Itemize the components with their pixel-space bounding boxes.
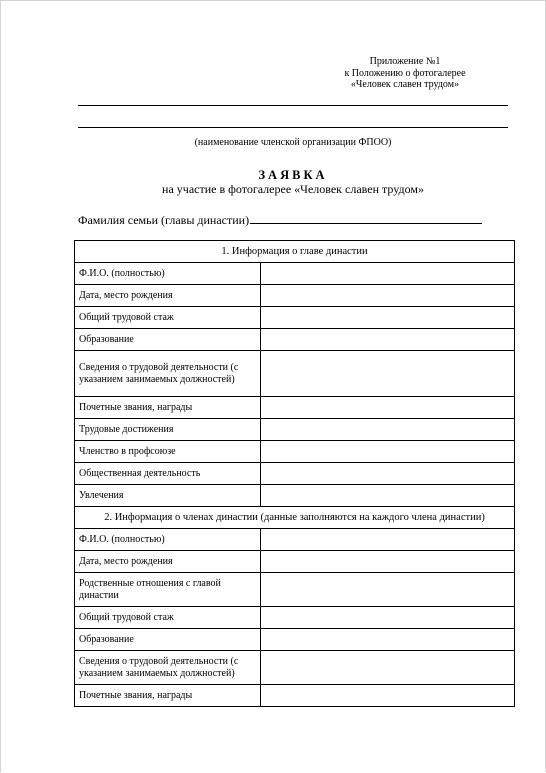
row-label: Дата, место рождения: [75, 551, 261, 573]
value-cell: [261, 551, 515, 573]
section-2-header-row: [75, 507, 515, 529]
family-name-field: [78, 211, 482, 228]
row-label: Увлечения: [75, 485, 261, 507]
row-label: Родственные отношения с главой династии: [75, 573, 261, 607]
row-label: Почетные звания, награды: [75, 397, 261, 419]
row-label: Сведения о трудовой деятельности (с указанием занимаемых должностей): [75, 351, 261, 397]
application-form-table: [74, 240, 515, 707]
table-row: [75, 263, 515, 285]
row-label: Ф.И.О. (полностью): [75, 263, 261, 285]
value-cell: [261, 351, 515, 397]
value-cell: [261, 329, 515, 351]
value-cell: [261, 573, 515, 607]
org-caption: (наименование членской организации ФПОО): [194, 137, 392, 148]
table-row: [75, 329, 515, 351]
value-cell: [261, 463, 515, 485]
section-2-heading: 2. Информация о членах династии (данные заполняются на каждого члена династии): [75, 507, 515, 529]
value-cell: [261, 307, 515, 329]
value-cell: [261, 441, 515, 463]
value-cell: [261, 419, 515, 441]
org-name-line-2: [78, 127, 508, 128]
table-row: [75, 419, 515, 441]
row-label: Ф.И.О. (полностью): [75, 529, 261, 551]
section-1-header-row: [75, 241, 515, 263]
appendix-line-3: «Человек славен трудом»: [350, 79, 460, 90]
row-label: Почетные звания, награды: [75, 685, 261, 707]
table-row: [75, 629, 515, 651]
value-cell: [261, 263, 515, 285]
value-cell: [261, 397, 515, 419]
family-name-blank: [250, 211, 482, 224]
table-row: [75, 441, 515, 463]
table-row: [75, 573, 515, 607]
table-row: [75, 607, 515, 629]
table-row: [75, 285, 515, 307]
row-label: Образование: [75, 629, 261, 651]
table-row: [75, 351, 515, 397]
section-1-heading: 1. Информация о главе династии: [75, 241, 515, 263]
value-cell: [261, 685, 515, 707]
appendix-line-2: к Положению о фотогалерее: [344, 67, 466, 79]
value-cell: [261, 285, 515, 307]
row-label: Общий трудовой стаж: [75, 607, 261, 629]
row-label: Сведения о трудовой деятельности (с указанием занимаемых должностей): [75, 651, 261, 685]
row-label: Общий трудовой стаж: [75, 307, 261, 329]
row-label: Членство в профсоюзе: [75, 441, 261, 463]
appendix-header: [300, 56, 510, 91]
org-name-line-1: [78, 105, 508, 106]
document-subtitle: на участие в фотогалерее «Человек славен трудом»: [162, 182, 424, 196]
value-cell: [261, 651, 515, 685]
value-cell: [261, 485, 515, 507]
table-row: [75, 529, 515, 551]
row-label: Образование: [75, 329, 261, 351]
table-row: [75, 397, 515, 419]
table-row: [75, 463, 515, 485]
row-label: Дата, место рождения: [75, 285, 261, 307]
table-row: [75, 307, 515, 329]
family-name-label: Фамилия семьи (главы династии): [78, 213, 250, 227]
row-label: Общественная деятельность: [75, 463, 261, 485]
document-title: ЗАЯВКА: [258, 168, 328, 182]
value-cell: [261, 529, 515, 551]
table-row: [75, 551, 515, 573]
row-label: Трудовые достижения: [75, 419, 261, 441]
table-row: [75, 685, 515, 707]
value-cell: [261, 629, 515, 651]
table-row: [75, 485, 515, 507]
table-row: [75, 651, 515, 685]
appendix-line-1: Приложение №1: [369, 56, 441, 67]
value-cell: [261, 607, 515, 629]
